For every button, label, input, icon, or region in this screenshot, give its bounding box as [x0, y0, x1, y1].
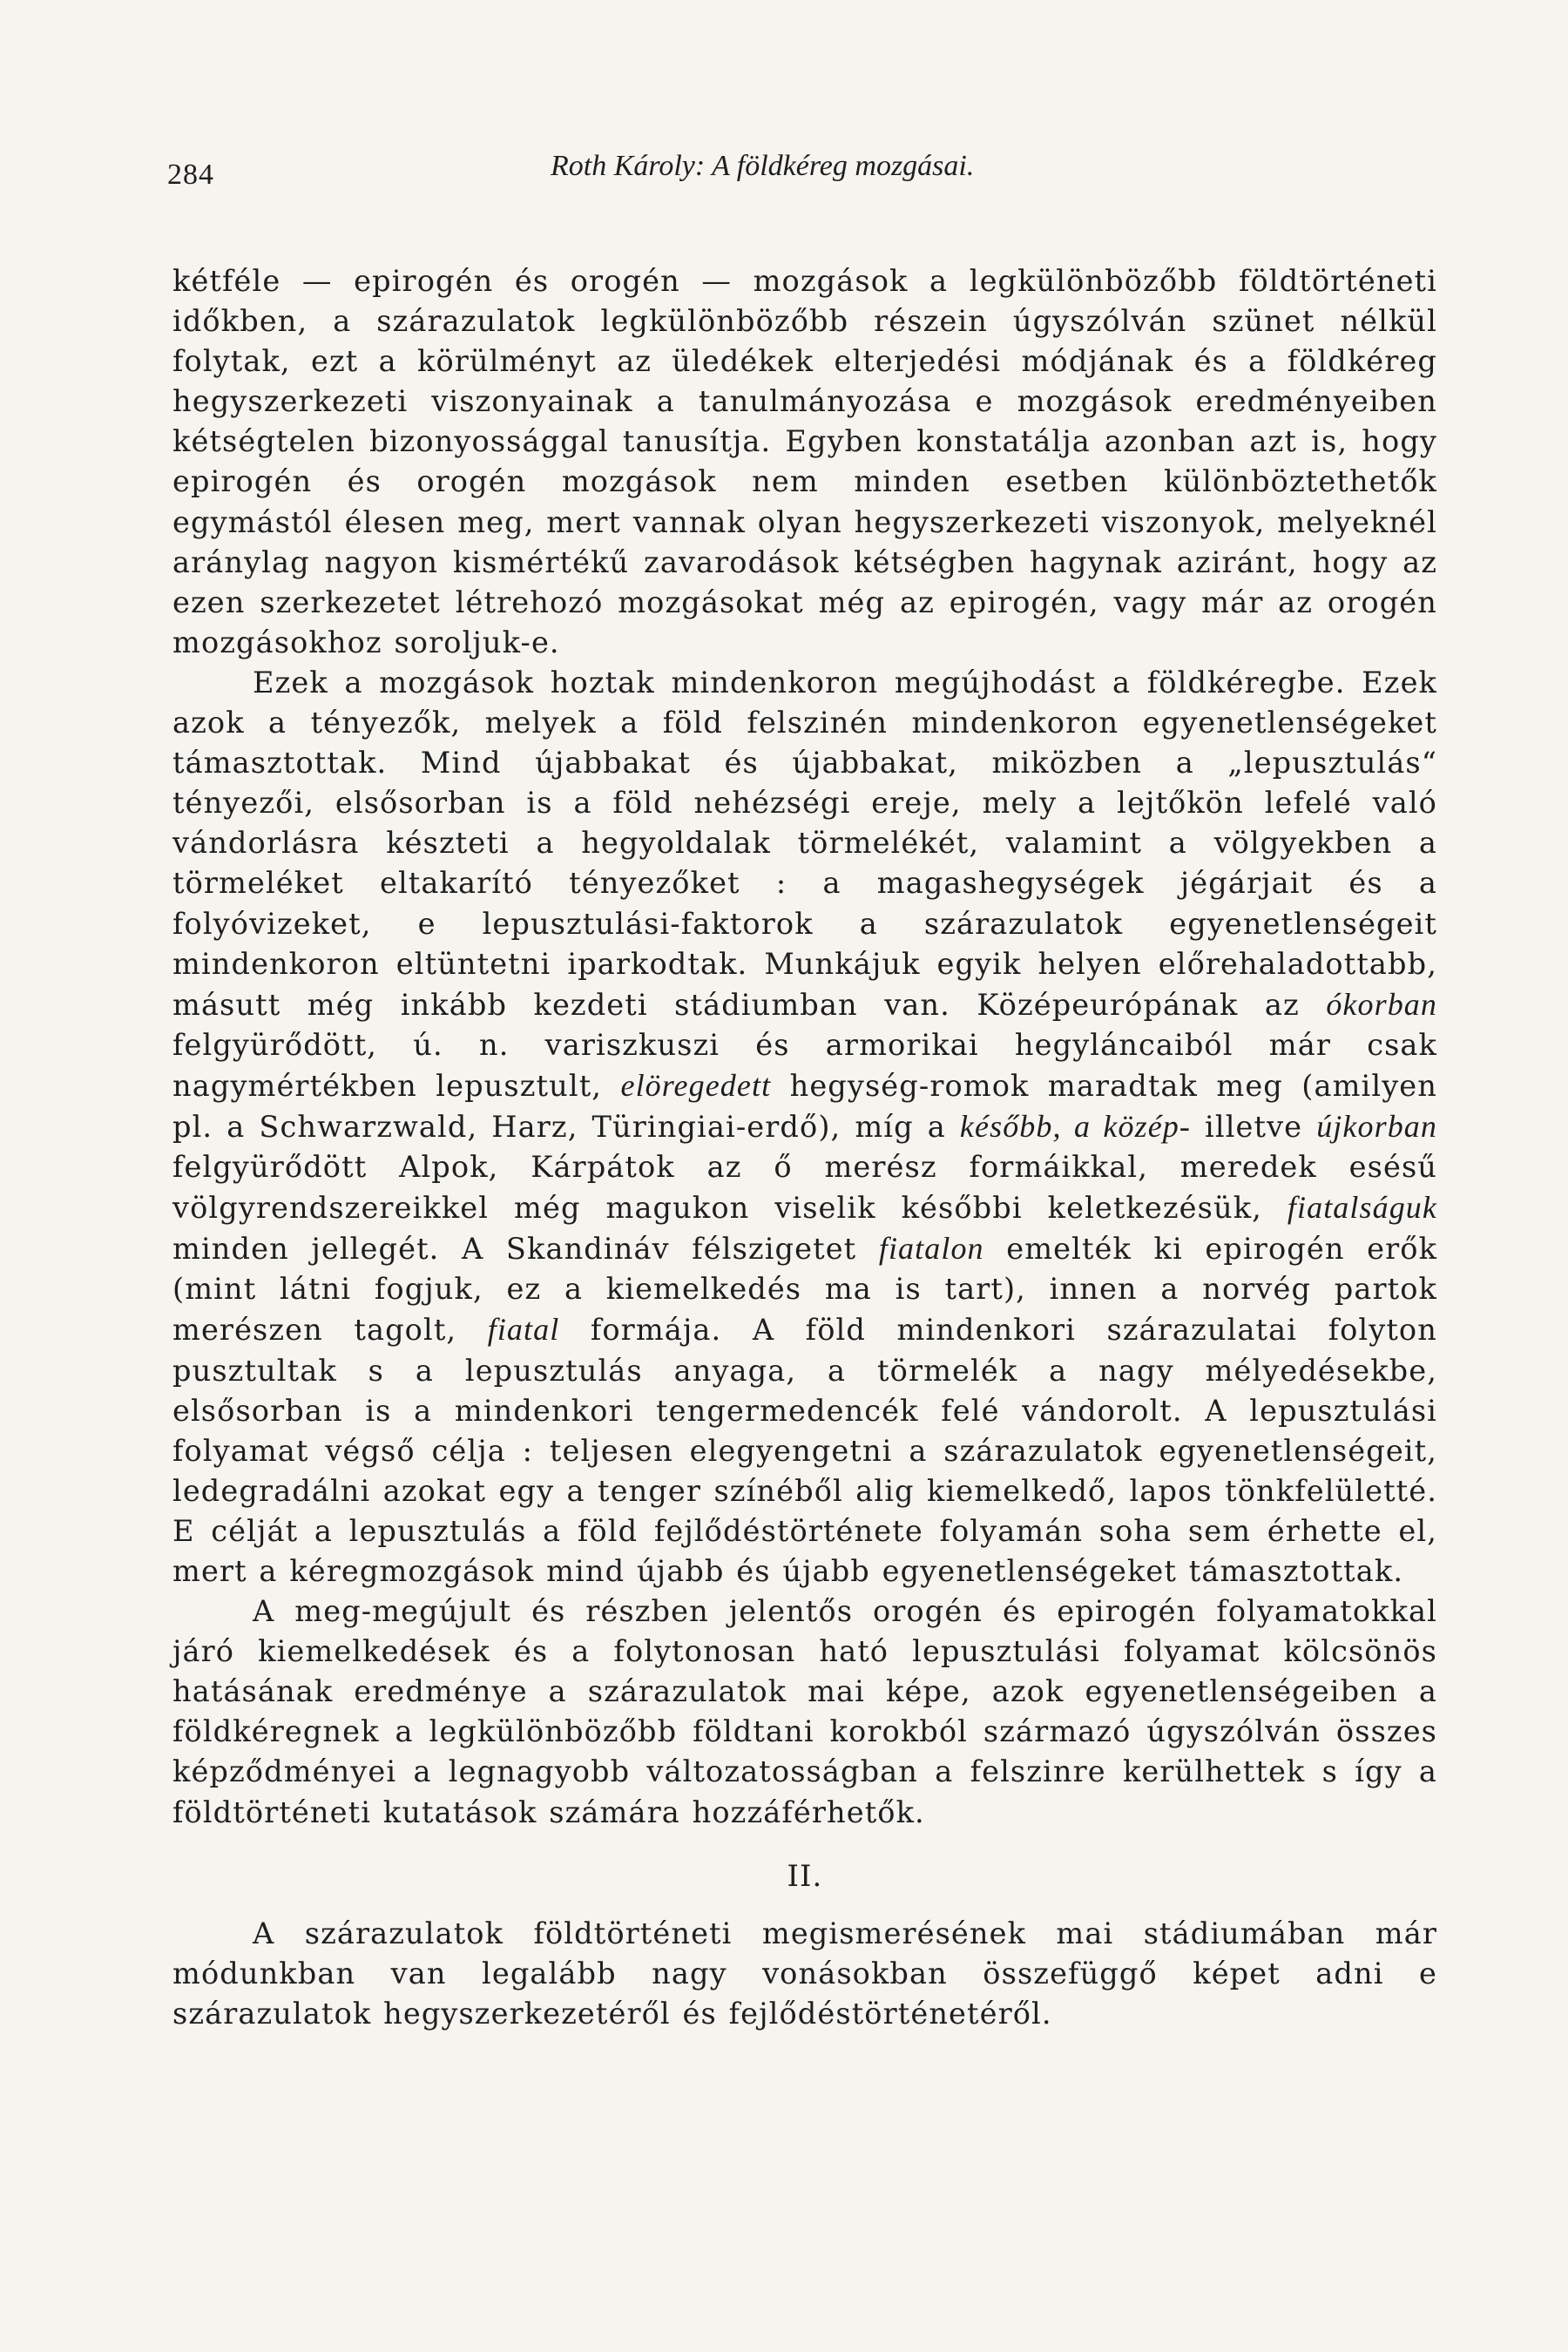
page-number: 284 [167, 159, 214, 191]
paragraph-2-text-3: hegység-romok maradtak meg (amilyen pl. a Schwarzwald, Harz, Türingiai-erdő), míg a [172, 1068, 1437, 1144]
emphasis-ujkorban: újkorban [1316, 1108, 1437, 1144]
emphasis-okorban: ókorban [1326, 986, 1438, 1022]
paragraph-2-text-5: felgyürődött Alpok, Kárpátok az ő merész formáikkal, meredek esésű völgyrendszereikkel még magukon viselik későbbi keletkezésük, [172, 1150, 1437, 1226]
running-title: Roth Károly: A földkéreg mozgásai. [551, 150, 975, 182]
paragraph-2-text-2: felgyürődött, ú. n. variszkuszi és armorikai hegyláncaiból már csak nagymértékben lepusztult, [172, 1027, 1437, 1103]
emphasis-fiatalsaguk: fiatalságuk [1287, 1190, 1437, 1226]
section-heading: II. [787, 1858, 823, 1894]
paragraph-3: A meg-megújult és részben jelentős orogén és epirogén folyamatokkal járó kiemelkedések és a folytonosan ható lepusztulási folyamat kölcsönös hatásának eredménye a szárazulatok mai képe, azok egyenetlenségeiben a földkéregnek a legkülönbözőbb földtani korokból származó úgyszólván összes képződményei a legnagyobb változatosságban a felszinre kerülhettek s így a földtörténeti kutatások számára hozzáférhetők. [172, 1594, 1437, 1829]
emphasis-kesobb-a-kozep: később, a közép- [959, 1108, 1191, 1144]
paragraph-1: kétféle — epirogén és orogén — mozgások a legkülönbözőbb földtörténeti időkben, a szárazulatok legkülönbözőbb részein úgyszólván szünet nélkül folytak, ezt a körülményt az üledékek elterjedési módjának és a földkéreg hegyszerkezeti viszonyainak a tanulmányozása e mozgások eredményeiben kétségtelen bizonyossággal tanusítja. Egyben konstatálja azonban azt is, hogy epirogén és orogén mozgások nem minden esetben különböztethetők egymástól élesen meg, mert vannak olyan hegyszerkezeti viszonyok, melyeknél aránylag nagyon kismértékű zavarodások kétségben hagynak aziránt, hogy az ezen szerkezetet létrehozó mozgásokat még az epirogén, vagy már az orogén mozgásokhoz soroljuk-e. [172, 264, 1437, 659]
paragraph-2-text-1: Ezek a mozgások hoztak mindenkoron megújhodást a földkéregbe. Ezek azok a tényezők, melyek a föld felszinén mindenkoron egyenetlenségeket támasztottak. Mind újabbakat és újabbakat, miközben a „lepusztulás“ tényezői, elsősorban is a föld nehézségi ereje, mely a lejtőkön lefelé való vándorlásra készteti a hegyoldalak törmelékét, valamint a völgyekben a törmeléket eltakarító tényezőket : a magashegységek jégárjait és a folyóvizeket, e lepusztulási-faktorok a szárazulatok egyenetlenségeit mindenkoron eltüntetni iparkodtak. Munkájuk egyik helyen előrehaladottabb, másutt még inkább kezdeti stádiumban van. Középeurópának az [172, 665, 1437, 1022]
paragraph-4: A szárazulatok földtörténeti megismerésének mai stádiumában már módunkban van legalább nagy vonásokban összefüggő képet adni e szárazulatok hegyszerkezetéről és fejlődéstörténetéről. [172, 1916, 1437, 2031]
paragraph-2-text-8: formája. A föld mindenkori szárazulatai folyton pusztultak s a lepusztulás anyaga, a törmelék a nagy mélyedésekbe, elsősorban is a mindenkori tengermedencék felé vándorolt. A lepusztulási folyamat végső célja : teljesen elegyengetni a szárazulatok egyenetlenségeit, ledegradálni azokat egy a tenger színéből alig kiemelkedő, lapos tönkfelületté. E célját a lepusztulás a föld fejlődéstörténete folyamán soha sem érhette el, mert a kéregmozgások mind újabb és újabb egyenetlenségeket támasztottak. [172, 1313, 1437, 1588]
paragraph-2-text-6: minden jellegét. A Skandináv félszigetet [172, 1232, 857, 1267]
running-head [167, 150, 1430, 193]
emphasis-eloregedett: elöregedett [620, 1067, 772, 1103]
paragraph-2-text-7: emelték ki epirogén erők (mint látni fogjuk, ez a kiemelkedés ma is tart), innen a norvég partok merészen tagolt, [172, 1232, 1438, 1348]
emphasis-fiatal: fiatal [487, 1312, 560, 1348]
emphasis-fiatalon: fiatalon [878, 1231, 984, 1267]
body-text [172, 261, 1437, 2034]
paragraph-2 [172, 663, 1437, 1592]
paragraph-2-text-4: illetve [1205, 1109, 1303, 1144]
